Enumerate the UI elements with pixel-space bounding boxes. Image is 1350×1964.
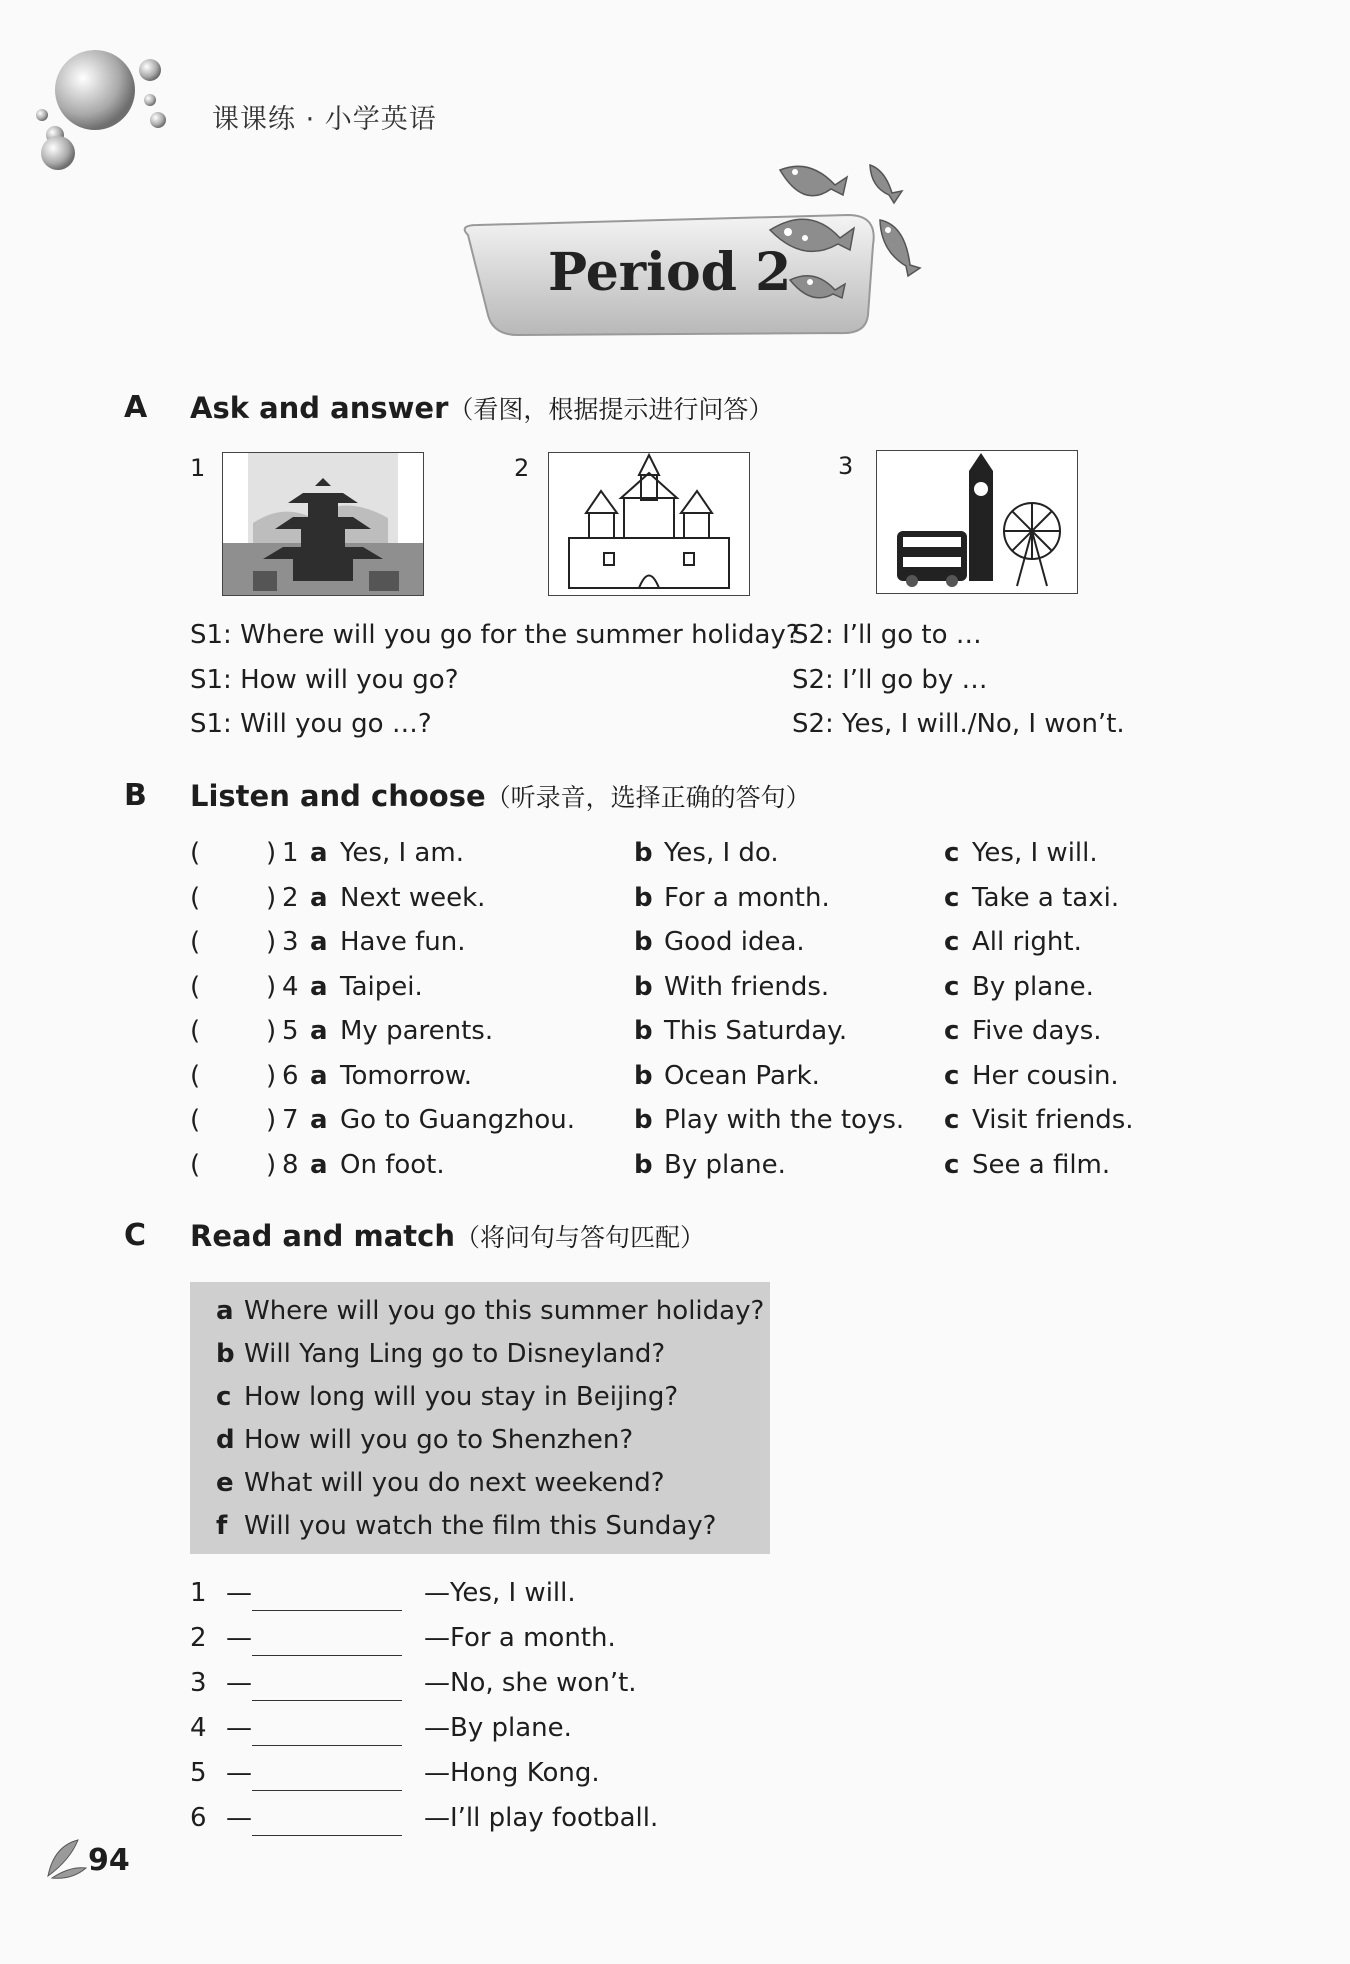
option-letter-b: b <box>634 1105 653 1135</box>
section-b-title-en: Listen and choose <box>190 779 486 813</box>
section-a-title-en: Ask and answer <box>190 391 449 425</box>
match-dash: — <box>226 1713 252 1743</box>
match-dash: — <box>226 1578 252 1608</box>
match-dash: — <box>226 1758 252 1788</box>
question-text: How will you go to Shenzhen? <box>244 1425 634 1455</box>
option-letter-b: b <box>634 1061 653 1091</box>
dialogue-s1: S1: Will you go …? <box>190 709 432 739</box>
match-blank[interactable] <box>252 1817 402 1836</box>
match-reply: —For a month. <box>424 1623 616 1653</box>
option-letter-b: b <box>634 972 653 1002</box>
answer-blank[interactable] <box>206 1059 262 1093</box>
fish-decoration-icon <box>760 150 940 320</box>
answer-blank[interactable] <box>206 836 262 870</box>
option-letter-c: c <box>944 1016 960 1046</box>
question-text: Will you watch the film this Sunday? <box>244 1511 717 1541</box>
picture-number: 3 <box>838 452 854 480</box>
option-b: Play with the toys. <box>664 1105 905 1135</box>
answer-paren-close: ) <box>266 1016 277 1046</box>
option-c: Her cousin. <box>972 1061 1119 1091</box>
answer-blank[interactable] <box>206 881 262 915</box>
option-letter-a: a <box>310 1150 328 1180</box>
running-header: 课课练 · 小学英语 <box>212 104 437 135</box>
picture-number: 2 <box>514 454 530 482</box>
section-b-title-zh: （听录音，选择正确的答句） <box>485 783 811 812</box>
match-number: 5 <box>190 1758 207 1788</box>
question-number: 8 <box>282 1150 299 1180</box>
question-text: Will Yang Ling go to Disneyland? <box>244 1339 666 1369</box>
option-letter-b: b <box>634 883 653 913</box>
option-c: Five days. <box>972 1016 1102 1046</box>
option-c: By plane. <box>972 972 1094 1002</box>
answer-paren-close: ) <box>266 972 277 1002</box>
match-blank[interactable] <box>252 1772 402 1791</box>
question-letter: c <box>216 1382 232 1412</box>
option-a: Taipei. <box>340 972 423 1002</box>
option-letter-c: c <box>944 1105 960 1135</box>
leaf-icon <box>44 1836 90 1880</box>
dialogue-s2: S2: Yes, I will./No, I won’t. <box>792 709 1125 739</box>
match-reply: —No, she won’t. <box>424 1668 637 1698</box>
match-dash: — <box>226 1668 252 1698</box>
option-a: Yes, I am. <box>340 838 464 868</box>
answer-paren-open: ( <box>190 972 201 1002</box>
answer-paren-open: ( <box>190 1016 201 1046</box>
option-c: Yes, I will. <box>972 838 1098 868</box>
castle-icon <box>548 452 750 596</box>
option-letter-a: a <box>310 1105 328 1135</box>
answer-paren-close: ) <box>266 1105 277 1135</box>
match-blank[interactable] <box>252 1682 402 1701</box>
option-b: Ocean Park. <box>664 1061 820 1091</box>
option-letter-b: b <box>634 927 653 957</box>
option-c: Take a taxi. <box>972 883 1120 913</box>
bubbles-decoration-icon <box>30 45 180 175</box>
answer-paren-close: ) <box>266 1061 277 1091</box>
question-number: 7 <box>282 1105 299 1135</box>
page-number: 94 <box>88 1843 130 1878</box>
section-a-letter: A <box>124 390 148 425</box>
section-a-title-zh: （看图，根据提示进行问答） <box>448 395 774 424</box>
question-letter: b <box>216 1339 235 1369</box>
option-a: On foot. <box>340 1150 445 1180</box>
match-number: 3 <box>190 1668 207 1698</box>
temple-of-heaven-icon <box>222 452 424 596</box>
question-number: 1 <box>282 838 299 868</box>
option-b: For a month. <box>664 883 830 913</box>
match-reply: —Hong Kong. <box>424 1758 600 1788</box>
question-text: Where will you go this summer holiday? <box>244 1296 765 1326</box>
option-a: Tomorrow. <box>340 1061 473 1091</box>
picture-number: 1 <box>190 454 206 482</box>
match-reply: —By plane. <box>424 1713 572 1743</box>
answer-blank[interactable] <box>206 1014 262 1048</box>
answer-blank[interactable] <box>206 970 262 1004</box>
answer-paren-open: ( <box>190 1105 201 1135</box>
option-b: Good idea. <box>664 927 805 957</box>
option-a: Next week. <box>340 883 486 913</box>
question-number: 2 <box>282 883 299 913</box>
answer-paren-open: ( <box>190 838 201 868</box>
section-b-title <box>190 778 811 814</box>
question-letter: a <box>216 1296 234 1326</box>
option-letter-b: b <box>634 838 653 868</box>
option-letter-a: a <box>310 1061 328 1091</box>
london-bus-big-ben-icon <box>876 450 1078 594</box>
option-letter-a: a <box>310 883 328 913</box>
match-number: 6 <box>190 1803 207 1833</box>
section-c-title-en: Read and match <box>190 1219 455 1253</box>
dialogue-s2: S2: I’ll go by … <box>792 665 988 695</box>
match-reply: —I’ll play football. <box>424 1803 659 1833</box>
section-a-title <box>190 390 773 426</box>
section-b-letter: B <box>124 778 147 813</box>
answer-paren-open: ( <box>190 1061 201 1091</box>
dialogue-s2: S2: I’ll go to … <box>792 620 982 650</box>
question-number: 4 <box>282 972 299 1002</box>
question-text: What will you do next weekend? <box>244 1468 665 1498</box>
answer-paren-open: ( <box>190 1150 201 1180</box>
option-c: All right. <box>972 927 1082 957</box>
option-c: Visit friends. <box>972 1105 1134 1135</box>
option-b: By plane. <box>664 1150 786 1180</box>
answer-paren-close: ) <box>266 838 277 868</box>
option-letter-a: a <box>310 927 328 957</box>
question-number: 6 <box>282 1061 299 1091</box>
question-text: How long will you stay in Beijing? <box>244 1382 679 1412</box>
section-c-title <box>190 1218 705 1254</box>
option-letter-a: a <box>310 1016 328 1046</box>
option-c: See a film. <box>972 1150 1111 1180</box>
answer-blank[interactable] <box>206 1148 262 1182</box>
answer-blank[interactable] <box>206 925 262 959</box>
option-letter-b: b <box>634 1016 653 1046</box>
option-b: This Saturday. <box>664 1016 848 1046</box>
option-letter-a: a <box>310 838 328 868</box>
match-blank[interactable] <box>252 1592 402 1611</box>
match-blank[interactable] <box>252 1727 402 1746</box>
option-b: Yes, I do. <box>664 838 779 868</box>
answer-blank[interactable] <box>206 1103 262 1137</box>
dialogue-s1: S1: Where will you go for the summer holiday? <box>190 620 800 650</box>
option-letter-c: c <box>944 1061 960 1091</box>
match-number: 1 <box>190 1578 207 1608</box>
option-letter-c: c <box>944 972 960 1002</box>
option-letter-c: c <box>944 1150 960 1180</box>
option-a: Have fun. <box>340 927 466 957</box>
answer-paren-close: ) <box>266 927 277 957</box>
answer-paren-open: ( <box>190 883 201 913</box>
answer-paren-close: ) <box>266 883 277 913</box>
match-dash: — <box>226 1623 252 1653</box>
option-a: My parents. <box>340 1016 494 1046</box>
option-a: Go to Guangzhou. <box>340 1105 576 1135</box>
question-letter: f <box>216 1511 228 1541</box>
option-letter-b: b <box>634 1150 653 1180</box>
section-c-title-zh: （将问句与答句匹配） <box>454 1223 705 1252</box>
match-number: 4 <box>190 1713 207 1743</box>
question-letter: d <box>216 1425 235 1455</box>
match-number: 2 <box>190 1623 207 1653</box>
option-letter-c: c <box>944 883 960 913</box>
option-letter-c: c <box>944 838 960 868</box>
option-letter-c: c <box>944 927 960 957</box>
period-title: Period 2 <box>548 242 792 303</box>
dialogue-s1: S1: How will you go? <box>190 665 459 695</box>
match-blank[interactable] <box>252 1637 402 1656</box>
option-b: With friends. <box>664 972 830 1002</box>
answer-paren-open: ( <box>190 927 201 957</box>
question-letter: e <box>216 1468 234 1498</box>
question-number: 5 <box>282 1016 299 1046</box>
section-c-letter: C <box>124 1218 147 1253</box>
option-letter-a: a <box>310 972 328 1002</box>
match-reply: —Yes, I will. <box>424 1578 576 1608</box>
answer-paren-close: ) <box>266 1150 277 1180</box>
question-number: 3 <box>282 927 299 957</box>
match-dash: — <box>226 1803 252 1833</box>
